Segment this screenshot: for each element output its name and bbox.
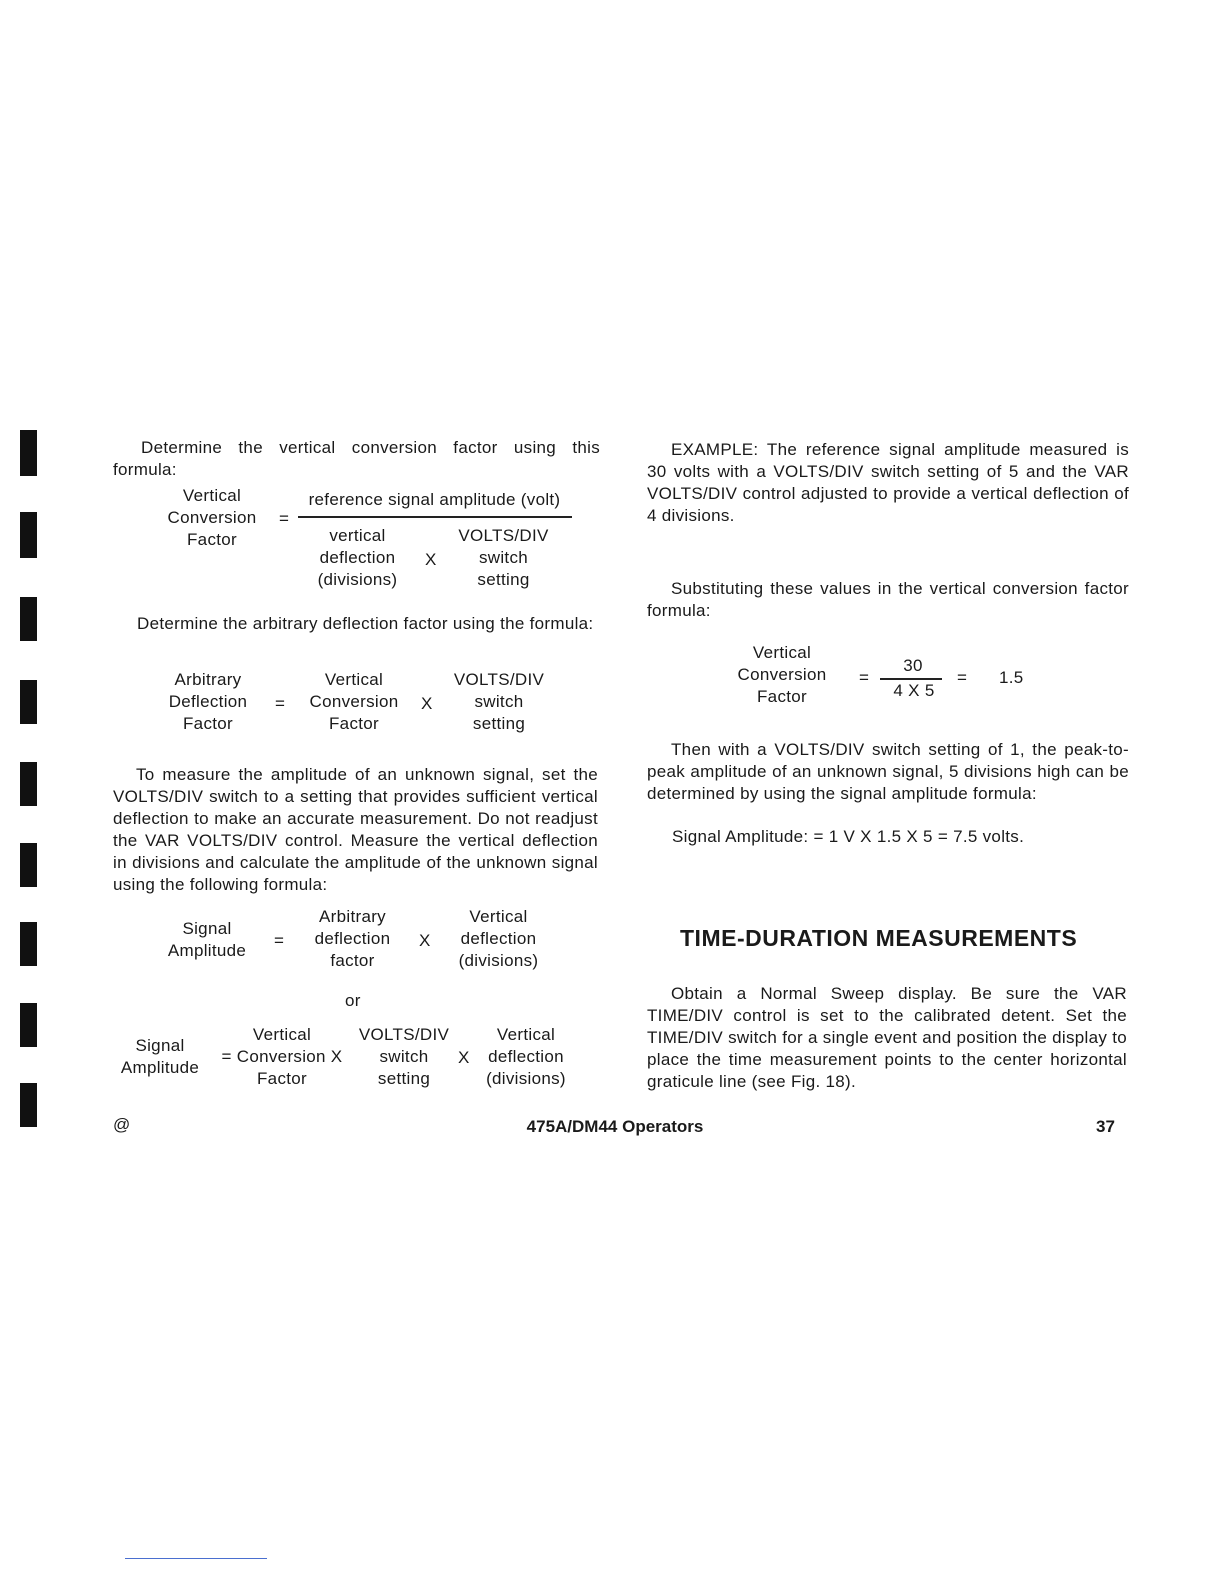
formula4-a: Vertical = Conversion X Factor [221,1025,343,1088]
example-lhs: Vertical Conversion Factor [737,643,827,706]
formula1-numerator: reference signal amplitude (volt) [308,490,561,509]
footnote-rule [125,1558,267,1559]
formula2-b: VOLTS/DIV switch setting [453,670,545,733]
page-number: 37 [1096,1117,1115,1136]
binding-mark [20,430,37,476]
formula2-lhs: Arbitrary Deflection Factor [168,670,248,733]
left-paragraph-2: Determine the arbitrary deflection factor using the formula: [137,614,594,633]
formula1-times: X [425,550,437,569]
formula4-lhs: Signal Amplitude [120,1036,200,1077]
formula3-lhs: Signal Amplitude [167,919,247,960]
example-result: 1.5 [999,668,1024,687]
section-heading: TIME-DURATION MEASUREMENTS [680,925,1078,951]
formula1-den-a: vertical deflection (divisions) [317,526,398,589]
signal-amplitude-result: Signal Amplitude: = 1 V X 1.5 X 5 = 7.5 volts. [672,827,1025,846]
formula4-b: VOLTS/DIV switch setting [358,1025,450,1088]
formula2-a: Vertical Conversion Factor [309,670,399,733]
fraction-bar [298,516,572,518]
formula1-den-b: VOLTS/DIV switch setting [458,526,549,589]
formula4-c: Vertical deflection (divisions) [486,1025,566,1088]
formula3-a: Arbitrary deflection factor [314,907,391,970]
binding-mark [20,1083,37,1127]
formula2-times: X [421,694,433,713]
right-paragraph-2: Substituting these values in the vertical conversion factor formula: [647,579,1129,620]
footer-title: 475A/DM44 Operators [526,1117,704,1136]
footer-symbol: @ [113,1115,131,1134]
binding-mark [20,762,37,806]
binding-mark [20,1003,37,1047]
example-equals-2: = [957,668,968,687]
example-equals: = [859,668,870,687]
formula2-equals: = [275,694,286,713]
left-paragraph-1: Determine the vertical conversion factor using this formula: [113,438,600,479]
binding-mark [20,843,37,887]
formula3-equals: = [274,931,285,950]
formula1-lhs: Vertical Conversion Factor [167,486,257,549]
binding-mark [20,922,37,966]
example-denominator: 4 X 5 [893,681,935,700]
formula3-times: X [419,931,431,950]
binding-mark [20,512,37,558]
formula4-times: X [458,1048,470,1067]
example-numerator: 30 [903,656,923,675]
right-paragraph-1: EXAMPLE: The reference signal amplitude measured is 30 volts with a VOLTS/DIV switch setting of 5 and the VAR VOLTS/DIV control adjusted to provide a vertical deflection of 4 divisions. [647,440,1129,525]
right-paragraph-3: Then with a VOLTS/DIV switch setting of 1, the peak-to-peak amplitude of an unknown signal, 5 divisions high can be determined by using the signal amplitude formula: [647,740,1129,803]
left-paragraph-3: To measure the amplitude of an unknown signal, set the VOLTS/DIV switch to a setting that provides sufficient vertical deflection to make an accurate measurement. Do not readjust the VAR VOLTS/DIV control. Measure the vertical deflection in divisions and calculate the amplitude of the unknown signal using the following formula: [113,765,598,894]
right-paragraph-5: Obtain a Normal Sweep display. Be sure the VAR TIME/DIV control is set to the calibrated detent. Set the TIME/DIV switch for a single event and position the display to place the time measurement points to the center horizontal graticule line (see Fig. 18). [647,984,1127,1091]
or-label: or [345,991,361,1010]
binding-mark [20,597,37,641]
formula1-equals: = [279,509,290,528]
formula3-b: Vertical deflection (divisions) [458,907,539,970]
binding-mark [20,680,37,724]
